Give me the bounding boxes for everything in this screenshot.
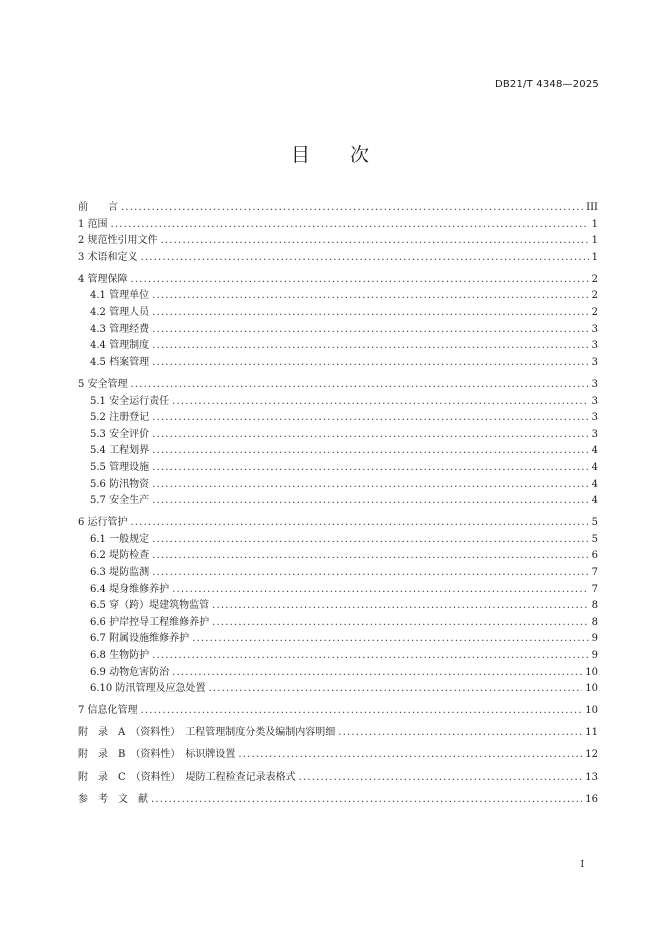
leader-dots: [208, 681, 582, 698]
page-title: [0, 140, 662, 167]
toc-entry-4-2[interactable]: [78, 305, 598, 322]
leader-dots: [151, 792, 582, 809]
leader-dots: [212, 615, 589, 632]
toc-entry-5[interactable]: [78, 377, 598, 394]
toc-entry-6-5[interactable]: [78, 598, 598, 615]
toc-page: 3: [591, 340, 598, 352]
toc-entry-preface[interactable]: [78, 200, 598, 217]
toc-page: 1: [591, 251, 598, 263]
toc-page: 1: [591, 218, 598, 230]
leader-dots: [131, 377, 589, 394]
toc-page: 5: [591, 517, 598, 529]
toc-label: 6.9 动物危害防治: [90, 666, 170, 678]
toc-entry-5-1[interactable]: [78, 394, 598, 411]
title-char-1: 目: [290, 144, 312, 166]
toc-page: 4: [591, 495, 598, 507]
toc-entry-4-3[interactable]: [78, 322, 598, 339]
toc-entry-6-8[interactable]: [78, 648, 598, 665]
leader-dots: [152, 648, 589, 665]
toc-page: 10: [585, 705, 598, 717]
toc-entry-6-1[interactable]: [78, 532, 598, 549]
toc-label: 5.3 安全评价: [90, 428, 150, 440]
toc-label: 5.4 工程划界: [90, 445, 150, 457]
toc-entry-6-10[interactable]: [78, 681, 598, 698]
leader-dots: [152, 460, 589, 477]
toc-label: 4.4 管理制度: [90, 340, 150, 352]
toc-entry-3[interactable]: [78, 250, 598, 267]
leader-dots: [131, 515, 589, 532]
table-of-contents: [78, 200, 598, 808]
toc-page: 9: [591, 633, 598, 645]
leader-dots: [152, 322, 589, 339]
leader-dots: [152, 477, 589, 494]
leader-dots: [152, 548, 589, 565]
toc-label: 附 录 C （资料性） 堤防工程检查记录表格式: [78, 771, 296, 783]
toc-entry-1[interactable]: [78, 217, 598, 234]
toc-entry-4-5[interactable]: [78, 355, 598, 372]
toc-entry-5-2[interactable]: [78, 410, 598, 427]
toc-label: 5.6 防汛物资: [90, 478, 150, 490]
toc-entry-6-2[interactable]: [78, 548, 598, 565]
toc-page: 5: [591, 533, 598, 545]
toc-label: 4.2 管理人员: [90, 307, 150, 319]
toc-entry-6[interactable]: [78, 515, 598, 532]
toc-page: 3: [591, 356, 598, 368]
leader-dots: [131, 272, 589, 289]
toc-page: 10: [585, 666, 598, 678]
toc-label: 5.2 注册登记: [90, 412, 150, 424]
leader-dots: [152, 338, 589, 355]
toc-entry-4-1[interactable]: [78, 288, 598, 305]
toc-label: 5.1 安全运行责任: [90, 395, 170, 407]
toc-entry-7[interactable]: [78, 703, 598, 720]
toc-page: 3: [591, 323, 598, 335]
toc-entry-4-4[interactable]: [78, 338, 598, 355]
toc-entry-5-5[interactable]: [78, 460, 598, 477]
page-number: I: [580, 860, 584, 870]
leader-dots: [161, 233, 589, 250]
leader-dots: [152, 493, 589, 510]
toc-entry-references[interactable]: [78, 792, 598, 809]
toc-page: 11: [585, 727, 598, 739]
toc-page: 7: [591, 583, 598, 595]
toc-label: 前 言: [78, 202, 118, 213]
toc-page: 16: [585, 793, 598, 805]
toc-label: 6.1 一般规定: [90, 533, 150, 545]
toc-label: 6.10 防汛管理及应急处置: [90, 683, 206, 695]
toc-page: 8: [591, 600, 598, 612]
toc-label: 6.7 附属设施维修养护: [90, 633, 190, 645]
toc-entry-4[interactable]: [78, 272, 598, 289]
leader-dots: [152, 305, 589, 322]
toc-page: 3: [591, 378, 598, 390]
toc-label: 6.6 护岸控导工程维修养护: [90, 616, 210, 628]
leader-dots: [338, 725, 582, 742]
leader-dots: [172, 394, 589, 411]
toc-label: 4.3 管理经费: [90, 323, 150, 335]
toc-entry-6-9[interactable]: [78, 665, 598, 682]
toc-page: 8: [591, 616, 598, 628]
leader-dots: [238, 747, 582, 764]
toc-label: 附 录 B （资料性） 标识牌设置: [78, 749, 236, 761]
toc-label: 7 信息化管理: [78, 705, 138, 717]
toc-page: 12: [585, 749, 598, 761]
toc-page: 3: [591, 428, 598, 440]
leader-dots: [152, 355, 589, 372]
toc-entry-6-4[interactable]: [78, 582, 598, 599]
toc-page: 4: [591, 445, 598, 457]
toc-label: 参 考 文 献: [78, 793, 148, 805]
toc-page: 2: [591, 307, 598, 319]
leader-dots: [152, 443, 589, 460]
leader-dots: [152, 427, 589, 444]
toc-label: 4.1 管理单位: [90, 290, 150, 302]
toc-label: 4.5 档案管理: [90, 356, 150, 368]
toc-label: 6.8 生物防护: [90, 649, 150, 661]
title-char-2: 次: [350, 144, 372, 166]
toc-page: 3: [591, 395, 598, 407]
toc-label: 2 规范性引用文件: [78, 235, 158, 247]
toc-entry-2[interactable]: [78, 233, 598, 250]
toc-label: 3 术语和定义: [78, 251, 138, 263]
toc-label: 4 管理保障: [78, 273, 128, 285]
toc-label: 1 范围: [78, 218, 108, 230]
toc-entry-6-3[interactable]: [78, 565, 598, 582]
toc-page: 13: [585, 771, 598, 783]
toc-page: 9: [591, 649, 598, 661]
leader-dots: [212, 598, 589, 615]
toc-entry-appendix-a[interactable]: [78, 725, 598, 742]
toc-label: 6.2 堤防检查: [90, 550, 150, 562]
leader-dots: [299, 770, 583, 787]
toc-entry-6-7[interactable]: [78, 631, 598, 648]
leader-dots: [121, 200, 583, 217]
toc-page: 7: [591, 566, 598, 578]
toc-page: 2: [591, 290, 598, 302]
leader-dots: [172, 582, 589, 599]
toc-label: 6.3 堤防监测: [90, 566, 150, 578]
toc-label: 附 录 A （资料性） 工程管理制度分类及编制内容明细: [78, 727, 336, 739]
toc-label: 6 运行管护: [78, 517, 128, 529]
leader-dots: [111, 217, 589, 234]
toc-entry-5-3[interactable]: [78, 427, 598, 444]
toc-entry-5-7[interactable]: [78, 493, 598, 510]
leader-dots: [141, 703, 583, 720]
toc-page: 2: [591, 273, 598, 285]
toc-page: 3: [591, 412, 598, 424]
leader-dots: [152, 288, 589, 305]
toc-page: 10: [585, 683, 598, 695]
toc-entry-5-6[interactable]: [78, 477, 598, 494]
toc-page: 6: [591, 550, 598, 562]
toc-entry-appendix-c[interactable]: [78, 770, 598, 787]
toc-label: 5.7 安全生产: [90, 495, 150, 507]
leader-dots: [152, 565, 589, 582]
toc-entry-5-4[interactable]: [78, 443, 598, 460]
toc-page: 4: [591, 461, 598, 473]
leader-dots: [172, 665, 582, 682]
toc-page: III: [586, 202, 598, 213]
document-code: DB21/T 4348—2025: [494, 79, 599, 90]
leader-dots: [141, 250, 589, 267]
toc-label: 6.5 穿（跨）堤建筑物监管: [90, 600, 210, 612]
toc-entry-6-6[interactable]: [78, 615, 598, 632]
leader-dots: [152, 410, 589, 427]
leader-dots: [152, 532, 589, 549]
toc-label: 6.4 堤身维修养护: [90, 583, 170, 595]
leader-dots: [192, 631, 589, 648]
toc-label: 5 安全管理: [78, 378, 128, 390]
toc-page: 4: [591, 478, 598, 490]
toc-page: 1: [591, 235, 598, 247]
toc-entry-appendix-b[interactable]: [78, 747, 598, 764]
toc-label: 5.5 管理设施: [90, 461, 150, 473]
